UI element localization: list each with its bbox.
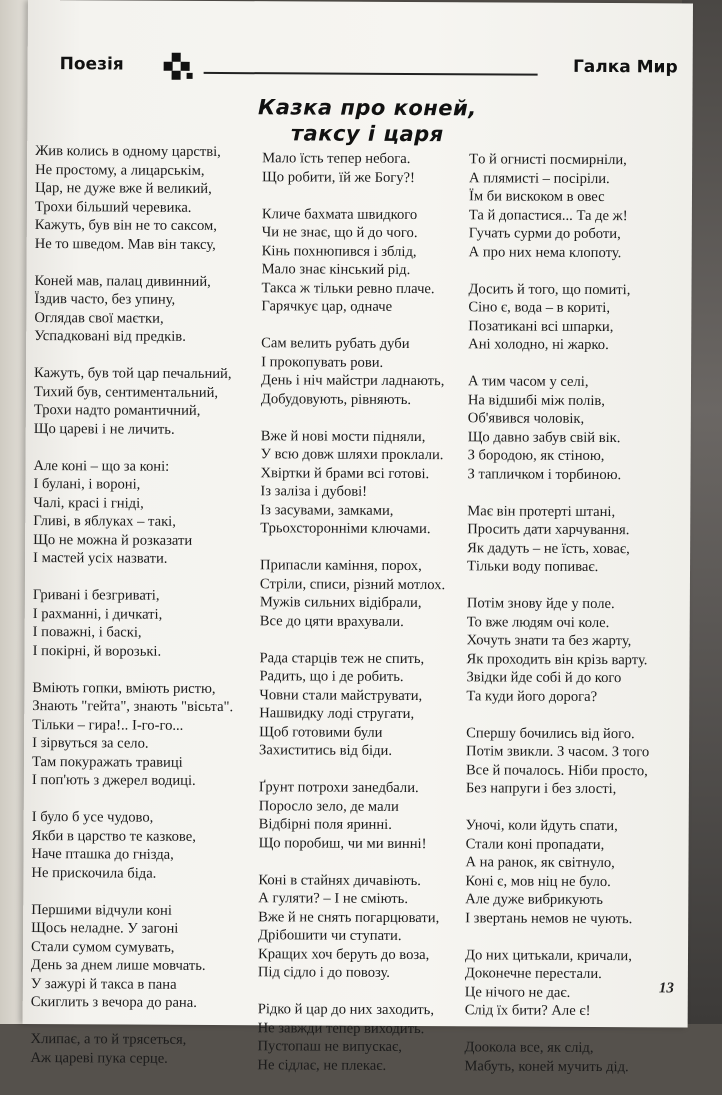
poem-line: Хвіртки й брами всі готові.	[260, 464, 430, 482]
poem-line: Жив колись в одному царстві,	[35, 143, 221, 161]
stanza	[259, 778, 469, 853]
poem-line: Стріли, списи, різний мотлох.	[259, 575, 446, 593]
poem-line: І покірні, й ворозькі.	[32, 642, 162, 660]
poem-line: Не прискочила біда.	[31, 864, 157, 882]
poem-line: Не то шведом. Мав він таксу,	[34, 235, 216, 253]
poem-line: Оглядав свої маєтки,	[34, 309, 164, 327]
poem-line: А на ранок, як світнуло,	[465, 854, 615, 872]
title-line: Казка про коней,	[258, 95, 477, 121]
poem-line: Їздив часто, без упину,	[34, 291, 176, 308]
poem-line: І булані, і вороні,	[33, 476, 141, 493]
stanza	[260, 427, 471, 539]
poem-line: А тим часом у селі,	[467, 373, 589, 390]
poem-line: У всю довж шляхи проклали.	[260, 446, 444, 464]
poem-line: Об'явився чоловік,	[467, 410, 585, 427]
poem-line: Мабуть, коней мучить дід.	[464, 1057, 629, 1075]
poem-line: Що робити, їй же Богу?!	[262, 168, 415, 186]
poem-line: І звертань немов не чують.	[465, 909, 633, 927]
poem-line: З бородою, як стіною,	[467, 447, 605, 465]
stanza	[465, 816, 681, 928]
poem-line: Не простому, а лицарськім,	[35, 161, 205, 179]
poem-line: З тапличком і торбиною.	[467, 465, 622, 483]
poem-line: Нашвидку лоді стругати,	[259, 705, 415, 723]
poem-line: Потім знову йде у поле.	[466, 595, 615, 613]
poem-line: Відбірні поля яринні.	[258, 816, 392, 833]
poem-line: І було б усе чудово,	[31, 809, 154, 826]
section-label: Поезія	[59, 54, 124, 75]
poem-line: Цар, не дуже вже й великий,	[34, 180, 212, 197]
poem-line: Вже й нові мости підняли,	[260, 427, 426, 445]
poem-line: Під сідло і до повозу.	[257, 964, 391, 981]
poem-line: Якби в царство те казкове,	[31, 827, 196, 845]
poem-line: Тихий був, сентиментальний,	[33, 383, 219, 401]
stanza	[469, 150, 685, 262]
poem-line: Спершу бочились від його.	[466, 724, 635, 742]
poem-line: Все до цяти врахували.	[259, 612, 404, 630]
poem-line: Радить, що і де робить.	[259, 668, 404, 685]
poem-line: До них цитькали, кричали,	[464, 946, 632, 964]
stanza	[33, 457, 249, 569]
poem-line: Слід їх бити? Але є!	[464, 1002, 591, 1019]
page-header	[60, 52, 678, 85]
poem-line: Потім звикли. З часом. З того	[466, 743, 650, 761]
poem-line: Із заліза і дубові!	[260, 483, 368, 500]
poem-line: Їм би вискоком в овес	[468, 188, 605, 206]
stanza	[31, 808, 246, 883]
stanza	[464, 1038, 679, 1076]
poem-line: І прокопувать рови.	[261, 353, 384, 371]
poem-line: Успадковані від предків.	[34, 328, 186, 345]
poem-line: Наче пташка до гнізда,	[31, 846, 174, 863]
poem-line: Тільки воду попиває.	[466, 558, 599, 575]
poem-column-2	[257, 149, 472, 1094]
poem-line: Гучать сурми до роботи,	[468, 225, 621, 243]
poem-line: Що давно забув свій вік.	[467, 428, 621, 446]
poem-line: Щось неладне. У загоні	[31, 920, 179, 937]
poem-line: Хлипає, а то й трясеться,	[30, 1031, 187, 1048]
poem-title	[207, 94, 527, 148]
poem-line: Все й почалось. Ніби просто,	[465, 761, 648, 779]
poem-line: На відшибі між полів,	[467, 391, 605, 409]
poem-line: День і ніч майстри ладнають,	[260, 372, 445, 390]
poem-line: Кличе бахмата швидкого	[261, 205, 418, 223]
poem-line: Припасли каміння, порох,	[260, 557, 422, 575]
poem-line: Коней мав, палац дивинний,	[34, 272, 211, 290]
poem-line: Трохи надто романтичний,	[33, 402, 201, 419]
stanza	[257, 1000, 467, 1075]
title-line: таксу і царя	[290, 121, 444, 147]
stanza	[466, 724, 681, 799]
stanza	[262, 149, 472, 187]
poem-line: Ґрунт потрохи занедбали.	[258, 779, 419, 797]
poem-line: Такса ж тільки ревно плаче.	[261, 279, 435, 297]
poem-line: Кажуть, був той цар печальний,	[34, 365, 232, 383]
poem-line: Що поробиш, чи ми винні!	[258, 834, 427, 852]
poem-line: Чи не знає, що й до чого.	[261, 224, 418, 242]
checker-ornament-icon	[164, 53, 196, 85]
poem-line: Гривані і безгриваті,	[32, 587, 160, 604]
poem-line: Але коні – що за коні:	[33, 457, 170, 475]
poem-line: Не сідлає, не плекає.	[257, 1056, 387, 1074]
poem-line: Добудовують, рівняють.	[260, 390, 412, 408]
poem-line: І поважні, і баскі,	[32, 624, 142, 641]
poem-line: Не завжди тепер виходить.	[257, 1019, 425, 1037]
poem-line: Доконечне перестали.	[464, 965, 602, 983]
page-number: 13	[658, 980, 674, 997]
poem-line: Чалі, красі і гнідi,	[33, 494, 144, 512]
poem-line: Кращих хоч беруть до воза,	[257, 945, 430, 963]
poem-line: Доокола все, як слід,	[464, 1039, 594, 1056]
poem-line: Скиглить з вечора до рана.	[30, 994, 197, 1011]
poem-line: Стали коні пропадати,	[465, 835, 605, 853]
poem-line: А плямисті – посіріли.	[469, 169, 610, 187]
poem-line: Кажуть, був він не то саксом,	[34, 217, 218, 234]
poem-line: Із засувами, замками,	[260, 501, 394, 519]
poem-line: Тільки – гира!.. І-го-го...	[32, 716, 184, 734]
poem-line: Просить дати харчування.	[467, 521, 630, 539]
stanza	[259, 649, 470, 761]
poem-line: Дрібошити чи ступати.	[258, 927, 402, 944]
poem-line: Сам велить рубать дуби	[261, 335, 410, 353]
poem-line: І поп'ють з джерел водиці.	[31, 772, 196, 789]
stanza	[467, 502, 682, 577]
poem-line: Щоб готовими були	[259, 723, 383, 741]
poem-line: Звідки йде собі й до кого	[466, 669, 622, 687]
header-rule	[204, 72, 538, 76]
poem-line: Вміють гопки, вміють ристю,	[32, 679, 216, 697]
poem-line: Коні є, мов ніц не було.	[465, 872, 611, 890]
poem-line: Що не можна й розказати	[33, 531, 193, 549]
poem-line: Мало знає кінський рід.	[261, 261, 411, 279]
poem-line: Коні в стайнях дичавіють.	[258, 871, 421, 889]
poem-line: Це нічого не дає.	[464, 983, 571, 1001]
poem-column-3	[464, 150, 684, 1095]
poem-line: Кінь похнюпився і зблід,	[261, 242, 417, 260]
poem-line: Як дадуть – не їсть, ховає,	[467, 539, 630, 557]
poem-line: А про них нема клопоту.	[468, 243, 622, 261]
stanza	[31, 901, 247, 1013]
stanza	[465, 946, 680, 1021]
poem-line: А гуляти? – І не сміють.	[258, 890, 409, 908]
poem-line: Трьохсторонніми ключами.	[260, 520, 431, 538]
poem-line: Захиститись від біди.	[259, 742, 393, 759]
author-name: Галка Мир	[572, 56, 678, 78]
poem-line: Але дуже вибрикують	[465, 891, 603, 909]
stanza	[261, 205, 472, 317]
poem-line: Поросло зело, де мали	[258, 797, 399, 815]
poem-line: Гарячкує цар, одначе	[261, 298, 393, 315]
poem-line: Човни стали майструвати,	[259, 686, 423, 704]
poem-line: Гливі, в яблуках – такі,	[33, 513, 176, 530]
poem-column-1	[30, 142, 250, 1087]
poem-line: Позатикані всі шпарки,	[468, 317, 614, 335]
poem-line: Вже й не снять погарцювати,	[258, 908, 440, 926]
stanza	[33, 586, 248, 661]
poem-line: Ані холодно, ні жарко.	[468, 336, 609, 354]
poem-line: Та куди його дорога?	[466, 687, 598, 705]
poem-line: І рахманні, і дичкаті,	[32, 605, 163, 623]
stanza	[468, 280, 683, 355]
poem-line: Сіно є, вода – в кориті,	[468, 299, 611, 317]
poem-line: Аж цареві пука серце.	[30, 1049, 168, 1067]
poem-line: Мужів сильних відібрали,	[259, 594, 422, 612]
poem-line: Мало їсть тепер небога.	[262, 150, 411, 168]
magazine-page	[23, 0, 693, 1075]
stanza	[32, 679, 248, 791]
poem-line: День за днем лише мовчать.	[30, 957, 206, 974]
poem-line: Як проходить він крізь варту.	[466, 650, 648, 668]
poem-line: І мастей усіх назвати.	[33, 550, 168, 567]
stanza	[34, 364, 249, 439]
poem-line: Тo й огнисті посмирніли,	[469, 151, 627, 169]
poem-line: Там покуражать травиці	[31, 753, 183, 771]
poem-line: Першими відчули коні	[31, 901, 172, 919]
poem-line: Стали сумом сумувать,	[31, 938, 175, 956]
stanza	[30, 1030, 245, 1068]
stanza	[466, 594, 682, 706]
poem-line: Що цареві і не личить.	[33, 420, 175, 438]
stanza	[467, 372, 683, 484]
stanza	[260, 556, 470, 631]
stanza	[261, 334, 471, 409]
poem-line: У зажурі й такса в пана	[30, 975, 177, 993]
poem-line: Без напруги і без злості,	[465, 780, 617, 798]
poem-line: Досить й того, що помиті,	[468, 280, 631, 298]
poem-line: То вже людям очі коле.	[466, 613, 610, 631]
stanza	[258, 871, 469, 983]
poem-line: Уночі, коли йдуть спати,	[465, 817, 618, 835]
poem-line: Рада старців теж не спить,	[259, 649, 425, 667]
poem-line: Знають "гейта", знають "вісьта".	[32, 698, 234, 716]
stanza	[35, 142, 251, 254]
poem-line: Трохи більший черевика.	[34, 198, 192, 216]
stanza	[34, 272, 249, 347]
poem-line: Та й допастися... Та де ж!	[468, 206, 628, 224]
poem-line: Рідко й цар до них заходить,	[257, 1001, 435, 1019]
poem-line: Має він протерті штані,	[467, 502, 616, 520]
poem-line: І зірвуться за село.	[32, 735, 149, 752]
poem-line: Хочуть знати та без жарту,	[466, 632, 632, 650]
poem-line: Пустопаш не випускає,	[257, 1038, 403, 1055]
